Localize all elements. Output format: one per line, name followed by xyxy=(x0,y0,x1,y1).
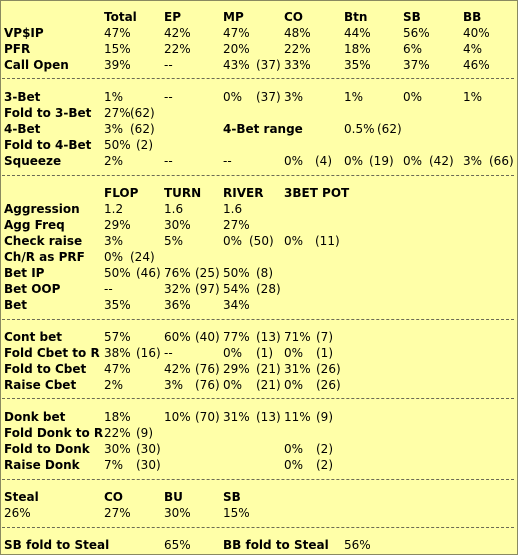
call-open-total: 39% xyxy=(104,58,131,72)
call-open-btn: 35% xyxy=(344,58,371,72)
col-header-3bet-pot: 3BET POT xyxy=(284,186,350,200)
col-header-turn: TURN xyxy=(164,186,202,200)
separator xyxy=(2,78,514,79)
fold-cbet-to-r-3bet-pot-count: (1) xyxy=(316,346,333,360)
fold-to-cbet-3bet-pot-count: (26) xyxy=(316,362,341,376)
row-label-call-open: Call Open xyxy=(4,58,69,72)
cont-bet-turn-count: (40) xyxy=(195,330,220,344)
cont-bet-3bet-pot: 71% xyxy=(284,330,311,344)
bet-ip-river: 50% xyxy=(223,266,250,280)
raise-donk-flop: 7% xyxy=(104,458,124,472)
aggression-flop: 1.2 xyxy=(104,202,124,216)
donk-bet-turn-count: (70) xyxy=(195,410,220,424)
separator xyxy=(2,175,514,176)
separator xyxy=(2,319,514,320)
donk-bet-river: 31% xyxy=(223,410,250,424)
pfr-ep: 22% xyxy=(164,42,191,56)
raise-cbet-3bet-pot-count: (26) xyxy=(316,378,341,392)
raise-donk-flop-count: (30) xyxy=(136,458,161,472)
raise-cbet-river-count: (21) xyxy=(256,378,281,392)
agg-freq-river: 27% xyxy=(223,218,250,232)
vpip-bb: 40% xyxy=(463,26,490,40)
fold-to-donk-3bet-pot-count: (2) xyxy=(316,442,333,456)
bet-oop-river-count: (28) xyxy=(256,282,281,296)
3bet-total: 1% xyxy=(104,90,124,104)
bb-fold-to-steal-value: 56% xyxy=(344,538,371,552)
separator xyxy=(2,479,514,480)
col-header-ep: EP xyxy=(164,10,181,24)
fold-to-cbet-flop: 47% xyxy=(104,362,131,376)
squeeze-sb: 0% xyxy=(403,154,423,168)
raise-cbet-flop: 2% xyxy=(104,378,124,392)
3bet-co: 3% xyxy=(284,90,304,104)
agg-freq-turn: 30% xyxy=(164,218,191,232)
col-header-btn: Btn xyxy=(344,10,368,24)
fold-to-3bet-value: 27% xyxy=(104,106,131,120)
donk-bet-river-count: (13) xyxy=(256,410,281,424)
squeeze-total: 2% xyxy=(104,154,124,168)
row-label-vpip: VP$IP xyxy=(4,26,44,40)
3bet-mp: 0% xyxy=(223,90,243,104)
fold-to-4bet-value: 50% xyxy=(104,138,131,152)
row-label-bb-fold-to-steal: BB fold to Steal xyxy=(223,538,329,552)
squeeze-mp: -- xyxy=(223,154,232,168)
fold-to-donk-flop: 30% xyxy=(104,442,131,456)
squeeze-sb-count: (42) xyxy=(429,154,454,168)
call-open-bb: 46% xyxy=(463,58,490,72)
row-label-pfr: PFR xyxy=(4,42,31,56)
aggression-river: 1.6 xyxy=(223,202,243,216)
pfr-total: 15% xyxy=(104,42,131,56)
col-header-sb: SB xyxy=(403,10,421,24)
steal-header-co: CO xyxy=(104,490,124,504)
donk-bet-3bet-pot-count: (9) xyxy=(316,410,333,424)
fold-to-3bet-count: (62) xyxy=(130,106,155,120)
row-label-fold-to-3bet: Fold to 3-Bet xyxy=(4,106,92,120)
cont-bet-river: 77% xyxy=(223,330,250,344)
bet-ip-turn-count: (25) xyxy=(195,266,220,280)
row-label-donk-bet: Donk bet xyxy=(4,410,66,424)
col-header-bb: BB xyxy=(463,10,482,24)
bet-oop-turn-count: (97) xyxy=(195,282,220,296)
separator xyxy=(2,527,514,528)
check-raise-river: 0% xyxy=(223,234,243,248)
col-header-mp: MP xyxy=(223,10,244,24)
raise-cbet-3bet-pot: 0% xyxy=(284,378,304,392)
bet-ip-flop-count: (46) xyxy=(136,266,161,280)
row-label-raise-cbet: Raise Cbet xyxy=(4,378,77,392)
raise-donk-3bet-pot-count: (2) xyxy=(316,458,333,472)
4bet-value: 3% xyxy=(104,122,124,136)
fold-cbet-to-r-river: 0% xyxy=(223,346,243,360)
fold-cbet-to-r-river-count: (1) xyxy=(256,346,273,360)
col-header-total: Total xyxy=(104,10,137,24)
squeeze-bb: 3% xyxy=(463,154,483,168)
bet-oop-river: 54% xyxy=(223,282,250,296)
bet-turn: 36% xyxy=(164,298,191,312)
row-label-3bet: 3-Bet xyxy=(4,90,41,104)
row-label-bet: Bet xyxy=(4,298,28,312)
3bet-sb: 0% xyxy=(403,90,423,104)
row-label-4bet-range: 4-Bet range xyxy=(223,122,303,136)
raise-donk-3bet-pot: 0% xyxy=(284,458,304,472)
bet-river: 34% xyxy=(223,298,250,312)
row-label-sb-fold-to-steal: SB fold to Steal xyxy=(4,538,110,552)
row-label-fold-to-cbet: Fold to Cbet xyxy=(4,362,87,376)
steal-sb: 15% xyxy=(223,506,250,520)
sb-fold-to-steal-value: 65% xyxy=(164,538,191,552)
agg-freq-flop: 29% xyxy=(104,218,131,232)
fold-to-donk-3bet-pot: 0% xyxy=(284,442,304,456)
fold-donk-to-r-flop: 22% xyxy=(104,426,131,440)
pfr-btn: 18% xyxy=(344,42,371,56)
row-label-check-raise: Check raise xyxy=(4,234,83,248)
steal-header-bu: BU xyxy=(164,490,183,504)
cont-bet-river-count: (13) xyxy=(256,330,281,344)
steal-co: 27% xyxy=(104,506,131,520)
row-label-bet-ip: Bet IP xyxy=(4,266,45,280)
squeeze-co-count: (4) xyxy=(315,154,332,168)
pfr-bb: 4% xyxy=(463,42,483,56)
check-raise-turn: 5% xyxy=(164,234,184,248)
fold-cbet-to-r-3bet-pot: 0% xyxy=(284,346,304,360)
row-label-fold-donk-to-r: Fold Donk to R xyxy=(4,426,104,440)
3bet-ep: -- xyxy=(164,90,173,104)
cont-bet-3bet-pot-count: (7) xyxy=(316,330,333,344)
fold-to-cbet-river-count: (21) xyxy=(256,362,281,376)
fold-to-donk-flop-count: (30) xyxy=(136,442,161,456)
vpip-mp: 47% xyxy=(223,26,250,40)
check-raise-3bet-pot: 0% xyxy=(284,234,304,248)
donk-bet-3bet-pot: 11% xyxy=(284,410,311,424)
3bet-bb: 1% xyxy=(463,90,483,104)
col-header-river: RIVER xyxy=(223,186,264,200)
bet-ip-river-count: (8) xyxy=(256,266,273,280)
col-header-co: CO xyxy=(284,10,304,24)
bet-ip-turn: 76% xyxy=(164,266,191,280)
call-open-co: 33% xyxy=(284,58,311,72)
3bet-btn: 1% xyxy=(344,90,364,104)
row-label-bet-oop: Bet OOP xyxy=(4,282,61,296)
cont-bet-turn: 60% xyxy=(164,330,191,344)
squeeze-co: 0% xyxy=(284,154,304,168)
fold-to-cbet-river: 29% xyxy=(223,362,250,376)
row-label-chr-as-prf: Ch/R as PRF xyxy=(4,250,85,264)
fold-to-cbet-3bet-pot: 31% xyxy=(284,362,311,376)
squeeze-btn-count: (19) xyxy=(369,154,394,168)
4bet-range-count: (62) xyxy=(377,122,402,136)
call-open-ep: -- xyxy=(164,58,173,72)
bet-ip-flop: 50% xyxy=(104,266,131,280)
squeeze-ep: -- xyxy=(164,154,173,168)
donk-bet-turn: 10% xyxy=(164,410,191,424)
squeeze-btn: 0% xyxy=(344,154,364,168)
row-label-fold-to-4bet: Fold to 4-Bet xyxy=(4,138,92,152)
col-header-flop: FLOP xyxy=(104,186,139,200)
row-label-aggression: Aggression xyxy=(4,202,80,216)
raise-cbet-turn: 3% xyxy=(164,378,184,392)
row-label-fold-to-donk: Fold to Donk xyxy=(4,442,90,456)
4bet-range-value: 0.5% xyxy=(344,122,375,136)
aggression-turn: 1.6 xyxy=(164,202,184,216)
raise-cbet-river: 0% xyxy=(223,378,243,392)
steal-bu: 30% xyxy=(164,506,191,520)
vpip-total: 47% xyxy=(104,26,131,40)
steal-total: 26% xyxy=(4,506,31,520)
donk-bet-flop: 18% xyxy=(104,410,131,424)
bet-oop-turn: 32% xyxy=(164,282,191,296)
check-raise-flop: 3% xyxy=(104,234,124,248)
steal-header-sb: SB xyxy=(223,490,241,504)
cont-bet-flop: 57% xyxy=(104,330,131,344)
chr-as-prf-flop-count: (24) xyxy=(130,250,155,264)
row-label-raise-donk: Raise Donk xyxy=(4,458,80,472)
vpip-co: 48% xyxy=(284,26,311,40)
pfr-co: 22% xyxy=(284,42,311,56)
fold-to-cbet-turn: 42% xyxy=(164,362,191,376)
fold-cbet-to-r-flop-count: (16) xyxy=(136,346,161,360)
fold-cbet-to-r-flop: 38% xyxy=(104,346,131,360)
row-label-agg-freq: Agg Freq xyxy=(4,218,65,232)
bet-flop: 35% xyxy=(104,298,131,312)
row-label-4bet: 4-Bet xyxy=(4,122,41,136)
chr-as-prf-flop: 0% xyxy=(104,250,124,264)
row-label-squeeze: Squeeze xyxy=(4,154,62,168)
fold-to-cbet-turn-count: (76) xyxy=(195,362,220,376)
bet-oop-flop: -- xyxy=(104,282,113,296)
call-open-mp-count: (37) xyxy=(256,58,281,72)
pfr-mp: 20% xyxy=(223,42,250,56)
separator xyxy=(2,398,514,399)
raise-cbet-turn-count: (76) xyxy=(195,378,220,392)
vpip-btn: 44% xyxy=(344,26,371,40)
fold-donk-to-r-flop-count: (9) xyxy=(136,426,153,440)
vpip-ep: 42% xyxy=(164,26,191,40)
fold-cbet-to-r-turn: -- xyxy=(164,346,173,360)
row-label-fold-cbet-to-r: Fold Cbet to R xyxy=(4,346,100,360)
check-raise-3bet-pot-count: (11) xyxy=(315,234,340,248)
check-raise-river-count: (50) xyxy=(249,234,274,248)
vpip-sb: 56% xyxy=(403,26,430,40)
row-label-cont-bet: Cont bet xyxy=(4,330,62,344)
call-open-mp: 43% xyxy=(223,58,250,72)
call-open-sb: 37% xyxy=(403,58,430,72)
row-label-steal: Steal xyxy=(4,490,39,504)
3bet-mp-count: (37) xyxy=(256,90,281,104)
4bet-count: (62) xyxy=(130,122,155,136)
pfr-sb: 6% xyxy=(403,42,423,56)
squeeze-bb-count: (66) xyxy=(489,154,514,168)
fold-to-4bet-count: (2) xyxy=(136,138,153,152)
